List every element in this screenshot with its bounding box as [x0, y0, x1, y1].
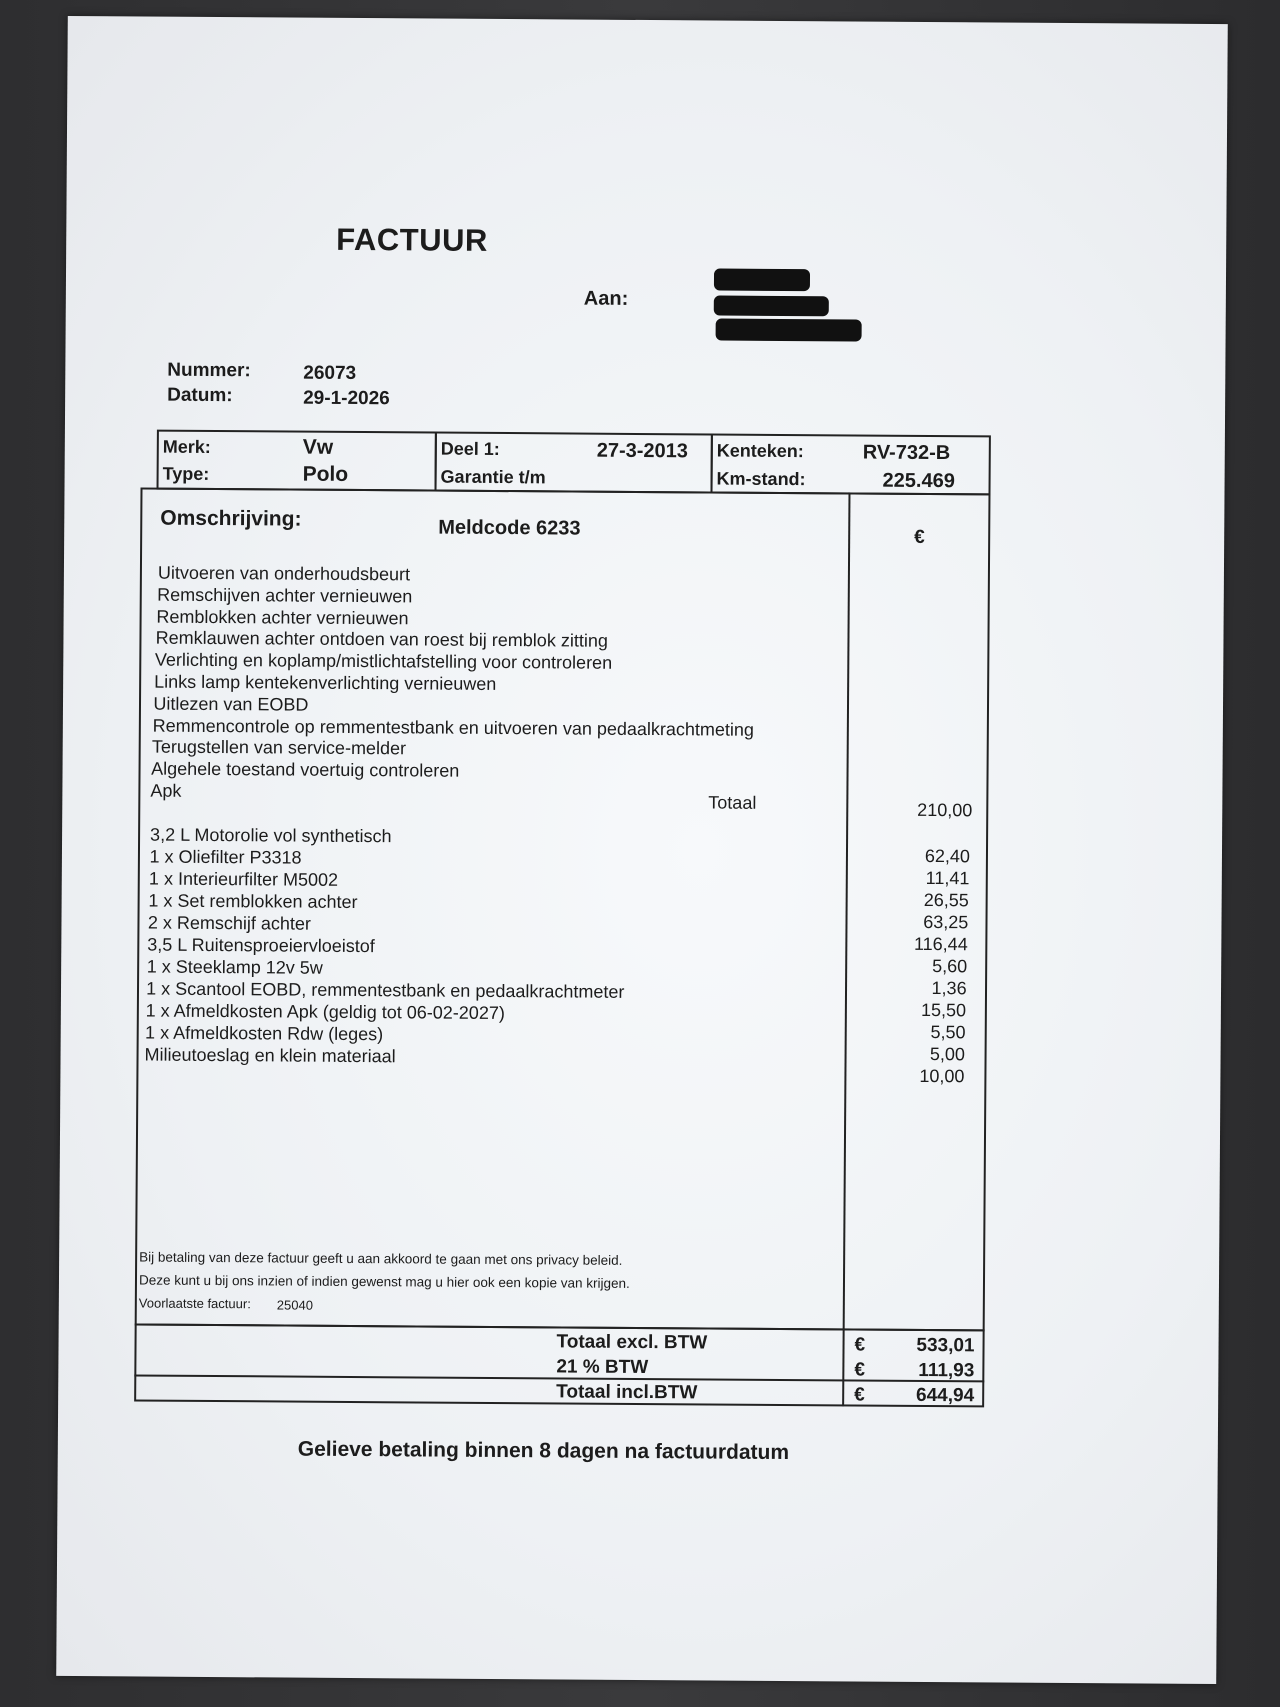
parts-amounts	[68, 16, 1228, 24]
parts-line: Milieutoeslag en klein materiaal	[144, 1044, 396, 1067]
parts-amount: 62,40	[924, 845, 971, 867]
parts-line: 1 x Steeklamp 12v 5w	[146, 956, 323, 978]
work-line: Remmencontrole op remmentestbank en uitvoeren van pedaalkrachtmeting	[152, 715, 755, 740]
km-value: 225.469	[882, 469, 955, 493]
parts-amount: 5,60	[932, 956, 968, 977]
parts-line: 1 x Interieurfilter M5002	[148, 868, 339, 890]
parts-line: 1 x Oliefilter P3318	[149, 846, 302, 868]
work-total-amount: 210,00	[917, 799, 973, 821]
euro-sign: €	[854, 1384, 865, 1406]
parts-amount: 10,00	[919, 1065, 965, 1087]
plate-label: Kenteken:	[716, 440, 804, 462]
invoice-date: 29-1-2026	[303, 387, 390, 410]
parts-amount: 26,55	[923, 889, 969, 911]
payment-terms: Gelieve betaling binnen 8 dagen na factuurdatum	[297, 1437, 790, 1465]
km-label: Km-stand:	[716, 468, 806, 490]
total-incl-label: Totaal incl.BTW	[556, 1381, 698, 1404]
parts-line: 1 x Afmeldkosten Apk (geldig tot 06-02-2027)	[145, 1000, 505, 1024]
plate-value: RV-732-B	[862, 441, 951, 465]
parts-amount: 1,36	[931, 978, 967, 999]
work-total-label: Totaal	[708, 792, 757, 813]
invoice-title: FACTUUR	[336, 221, 488, 258]
type-label: Type:	[162, 463, 210, 484]
parts-line: 3,5 L Ruitensproeiervloeistof	[147, 934, 375, 957]
previous-invoice-number: 25040	[276, 1297, 314, 1313]
work-line: Remklauwen achter ontdoen van roest bij remblok zitting	[155, 627, 608, 652]
total-incl-value: 644,94	[916, 1384, 975, 1407]
vat-value: 111,93	[918, 1359, 975, 1382]
parts-amount: 5,00	[929, 1044, 966, 1065]
work-line: Apk	[150, 780, 182, 801]
work-line: Remblokken achter vernieuwen	[156, 606, 409, 628]
parts-lines	[68, 16, 1228, 24]
parts-line: 1 x Set remblokken achter	[148, 890, 358, 913]
privacy-note-2: Deze kunt u bij ons inzien of indien gewenst mag u hier ook een kopie van krijgen.	[138, 1272, 630, 1291]
work-lines	[68, 16, 1228, 24]
work-line: Uitvoeren van onderhoudsbeurt	[157, 562, 411, 585]
total-excl-label: Totaal excl. BTW	[556, 1331, 708, 1354]
work-line: Verlichting en koplamp/mistlichtafstelling voor controleren	[154, 649, 613, 673]
total-excl-value: 533,01	[916, 1334, 975, 1357]
recipient-label: Aan:	[583, 287, 629, 310]
warranty-label: Garantie t/m	[440, 466, 546, 488]
previous-invoice-label: Voorlaatste factuur:	[138, 1295, 251, 1312]
part1-label: Deel 1:	[440, 438, 500, 459]
parts-line: 1 x Scantool EOBD, remmentestbank en pedaalkrachtmeter	[146, 978, 625, 1002]
work-line: Uitlezen van EOBD	[153, 693, 309, 715]
parts-amount: 15,50	[920, 999, 967, 1021]
date-label: Datum:	[167, 384, 233, 407]
parts-line: 2 x Remschijf achter	[147, 912, 312, 934]
type-value: Polo	[302, 462, 349, 486]
work-line: Links lamp kentekenverlichting vernieuwen	[154, 671, 497, 694]
vat-label: 21 % BTW	[556, 1356, 649, 1379]
number-label: Nummer:	[167, 359, 251, 382]
work-line: Terugstellen van service-melder	[151, 736, 407, 759]
parts-amount: 63,25	[923, 911, 969, 933]
euro-sign: €	[854, 1334, 866, 1356]
work-line: Algehele toestand voertuig controleren	[151, 758, 460, 781]
invoice-sheet	[56, 16, 1228, 1684]
report-code: Meldcode 6233	[438, 516, 581, 540]
currency-header: €	[914, 526, 925, 548]
make-label: Merk:	[162, 436, 211, 457]
euro-sign: €	[854, 1359, 866, 1381]
make-value: Vw	[302, 435, 334, 459]
privacy-note-1: Bij betaling van deze factuur geeft u aan akkoord te gaan met ons privacy beleid.	[139, 1249, 623, 1268]
work-line: Remschijven achter vernieuwen	[157, 584, 413, 607]
redacted-recipient	[68, 16, 1228, 24]
part1-value: 27-3-2013	[596, 439, 689, 463]
description-header: Omschrijving:	[160, 506, 302, 531]
parts-line: 3,2 L Motorolie vol synthetisch	[150, 824, 392, 847]
parts-amount: 116,44	[913, 933, 968, 955]
parts-line: 1 x Afmeldkosten Rdw (leges)	[145, 1022, 384, 1045]
parts-amount: 5,50	[930, 1022, 966, 1043]
invoice-number: 26073	[303, 362, 357, 384]
parts-amount: 11,41	[925, 867, 970, 889]
